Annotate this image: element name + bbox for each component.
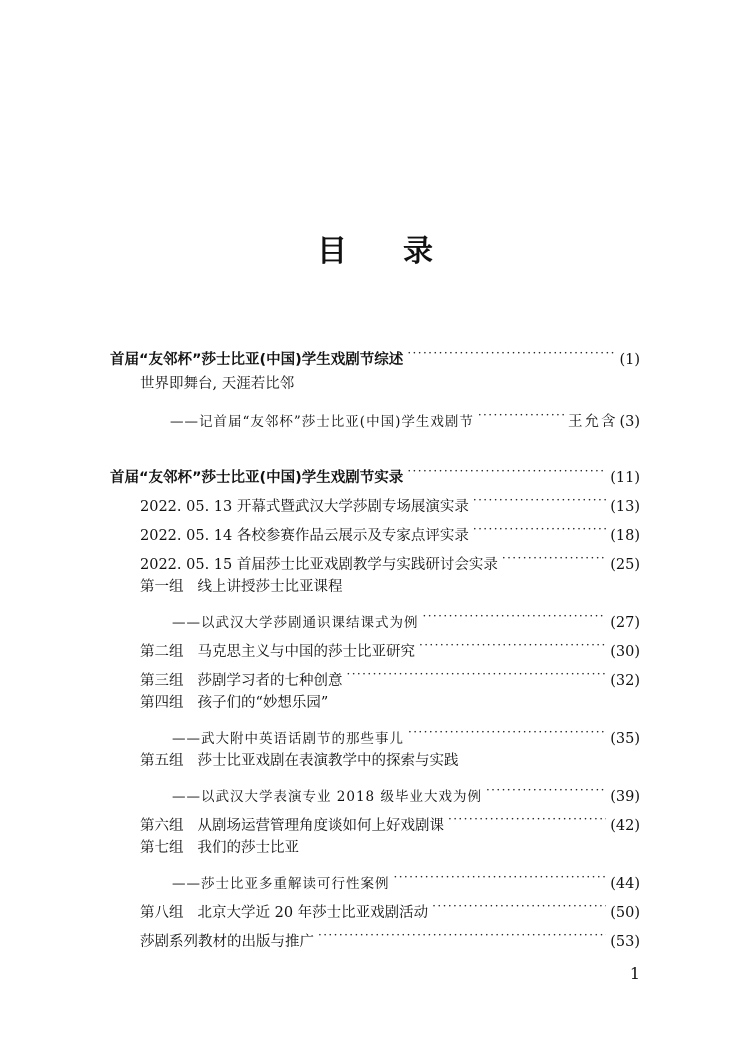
toc-entry-title: 莎剧学习者的七种创意: [197, 673, 343, 689]
toc-entry-title: 2022. 05. 14 各校参赛作品云展示及专家点评实录: [140, 528, 469, 544]
toc-entry-page: (50): [610, 905, 640, 921]
toc-entry[interactable]: [140, 663, 640, 692]
group-label: 第八组: [140, 905, 184, 921]
group-label: 第五组: [140, 753, 184, 769]
toc-entry-subtitle: ——记首届“友邻杯”莎士比亚(中国)学生戏剧节: [170, 414, 474, 430]
toc-entry[interactable]: [140, 924, 640, 953]
toc-entry-subtitle: ——以武汉大学表演专业 2018 级毕业大戏为例: [172, 789, 482, 805]
toc-entry[interactable]: [172, 721, 640, 750]
toc-entry[interactable]: [140, 547, 640, 576]
toc-entry-page: (25): [610, 557, 640, 573]
toc-entry-page: (1): [619, 352, 640, 368]
toc-entry[interactable]: [172, 779, 640, 808]
dot-leader: [407, 342, 615, 364]
group-label: 第三组: [140, 673, 184, 689]
toc-entry[interactable]: [140, 373, 640, 395]
toc-entry-page: (35): [610, 731, 640, 747]
page-title: [0, 226, 750, 270]
toc-entry-page: (11): [610, 470, 640, 486]
dot-leader: [347, 663, 607, 685]
toc-entry[interactable]: [140, 837, 640, 859]
toc-entry-title: 马克思主义与中国的莎士比亚研究: [197, 644, 415, 660]
toc-entry-author: 王允含: [567, 414, 618, 430]
toc-entry-title: 从剧场运营管理角度谈如何上好戏剧课: [197, 818, 444, 834]
toc-entry[interactable]: [140, 489, 640, 518]
toc-entry[interactable]: [172, 605, 640, 634]
toc-entry[interactable]: [140, 750, 640, 772]
toc-entry[interactable]: [140, 576, 640, 598]
toc-entry-title: 莎剧系列教材的出版与推广: [140, 934, 314, 950]
toc-entry-page: (3): [619, 414, 640, 430]
toc-entry-title: 莎士比亚戏剧在表演教学中的探索与实践: [197, 753, 459, 769]
dot-leader: [407, 460, 606, 482]
dot-leader: [318, 924, 606, 946]
toc-entry-title: 世界即舞台, 天涯若比邻: [140, 376, 295, 392]
toc-entry-subtitle: ——武大附中英语话剧节的那些事儿: [172, 731, 404, 747]
dot-leader: [478, 404, 564, 426]
toc-entry[interactable]: [110, 460, 640, 489]
toc-entry[interactable]: [170, 404, 640, 433]
dot-leader: [486, 779, 606, 801]
toc-entry-page: (27): [610, 615, 640, 631]
toc-entry-page: (44): [610, 876, 640, 892]
toc-entry[interactable]: [172, 866, 640, 895]
dot-leader: [473, 489, 606, 511]
dot-leader: [432, 895, 606, 917]
group-label: 第七组: [140, 840, 184, 856]
toc-entry-page: (42): [610, 818, 640, 834]
title-char-2: 录: [403, 234, 433, 269]
toc-entry-subtitle: ——莎士比亚多重解读可行性案例: [172, 876, 390, 892]
toc-entry[interactable]: [140, 808, 640, 837]
dot-leader: [448, 808, 606, 830]
dot-leader: [502, 547, 606, 569]
group-label: 第二组: [140, 644, 184, 660]
dot-leader: [419, 634, 606, 656]
toc-entry-title: 首届“友邻杯”莎士比亚(中国)学生戏剧节综述: [110, 352, 404, 368]
toc-entry-subtitle: ——以武汉大学莎剧通识课结课式为例: [172, 615, 419, 631]
toc-entry-title: 首届“友邻杯”莎士比亚(中国)学生戏剧节实录: [110, 470, 404, 486]
group-label: 第一组: [140, 579, 184, 595]
toc-entry-page: (13): [610, 499, 640, 515]
toc-entry-page: (30): [610, 644, 640, 660]
group-label: 第四组: [140, 695, 184, 711]
toc-entry-title: 我们的莎士比亚: [197, 840, 299, 856]
toc-entry-page: (53): [610, 934, 640, 950]
page-number: 1: [629, 964, 640, 983]
toc-entry[interactable]: [140, 692, 640, 714]
dot-leader: [408, 721, 606, 743]
toc-entry[interactable]: [110, 342, 640, 371]
toc-entry-page: (39): [610, 789, 640, 805]
toc-entry-title: 北京大学近 20 年莎士比亚戏剧活动: [197, 905, 429, 921]
dot-leader: [394, 866, 607, 888]
dot-leader: [473, 518, 606, 540]
toc-entry-page: (32): [610, 673, 640, 689]
toc-entry[interactable]: [140, 895, 640, 924]
toc-entry-title: 2022. 05. 15 首届莎士比亚戏剧教学与实践研讨会实录: [140, 557, 498, 573]
title-char-1: 目: [317, 234, 347, 269]
toc-entry-page: (18): [610, 528, 640, 544]
group-label: 第六组: [140, 818, 184, 834]
dot-leader: [423, 605, 607, 627]
toc-entry[interactable]: [140, 634, 640, 663]
toc-entry-title: 2022. 05. 13 开幕式暨武汉大学莎剧专场展演实录: [140, 499, 469, 515]
toc-entry-title: 孩子们的“妙想乐园”: [197, 695, 329, 711]
toc-entry-title: 线上讲授莎士比亚课程: [197, 579, 343, 595]
toc-entry[interactable]: [140, 518, 640, 547]
